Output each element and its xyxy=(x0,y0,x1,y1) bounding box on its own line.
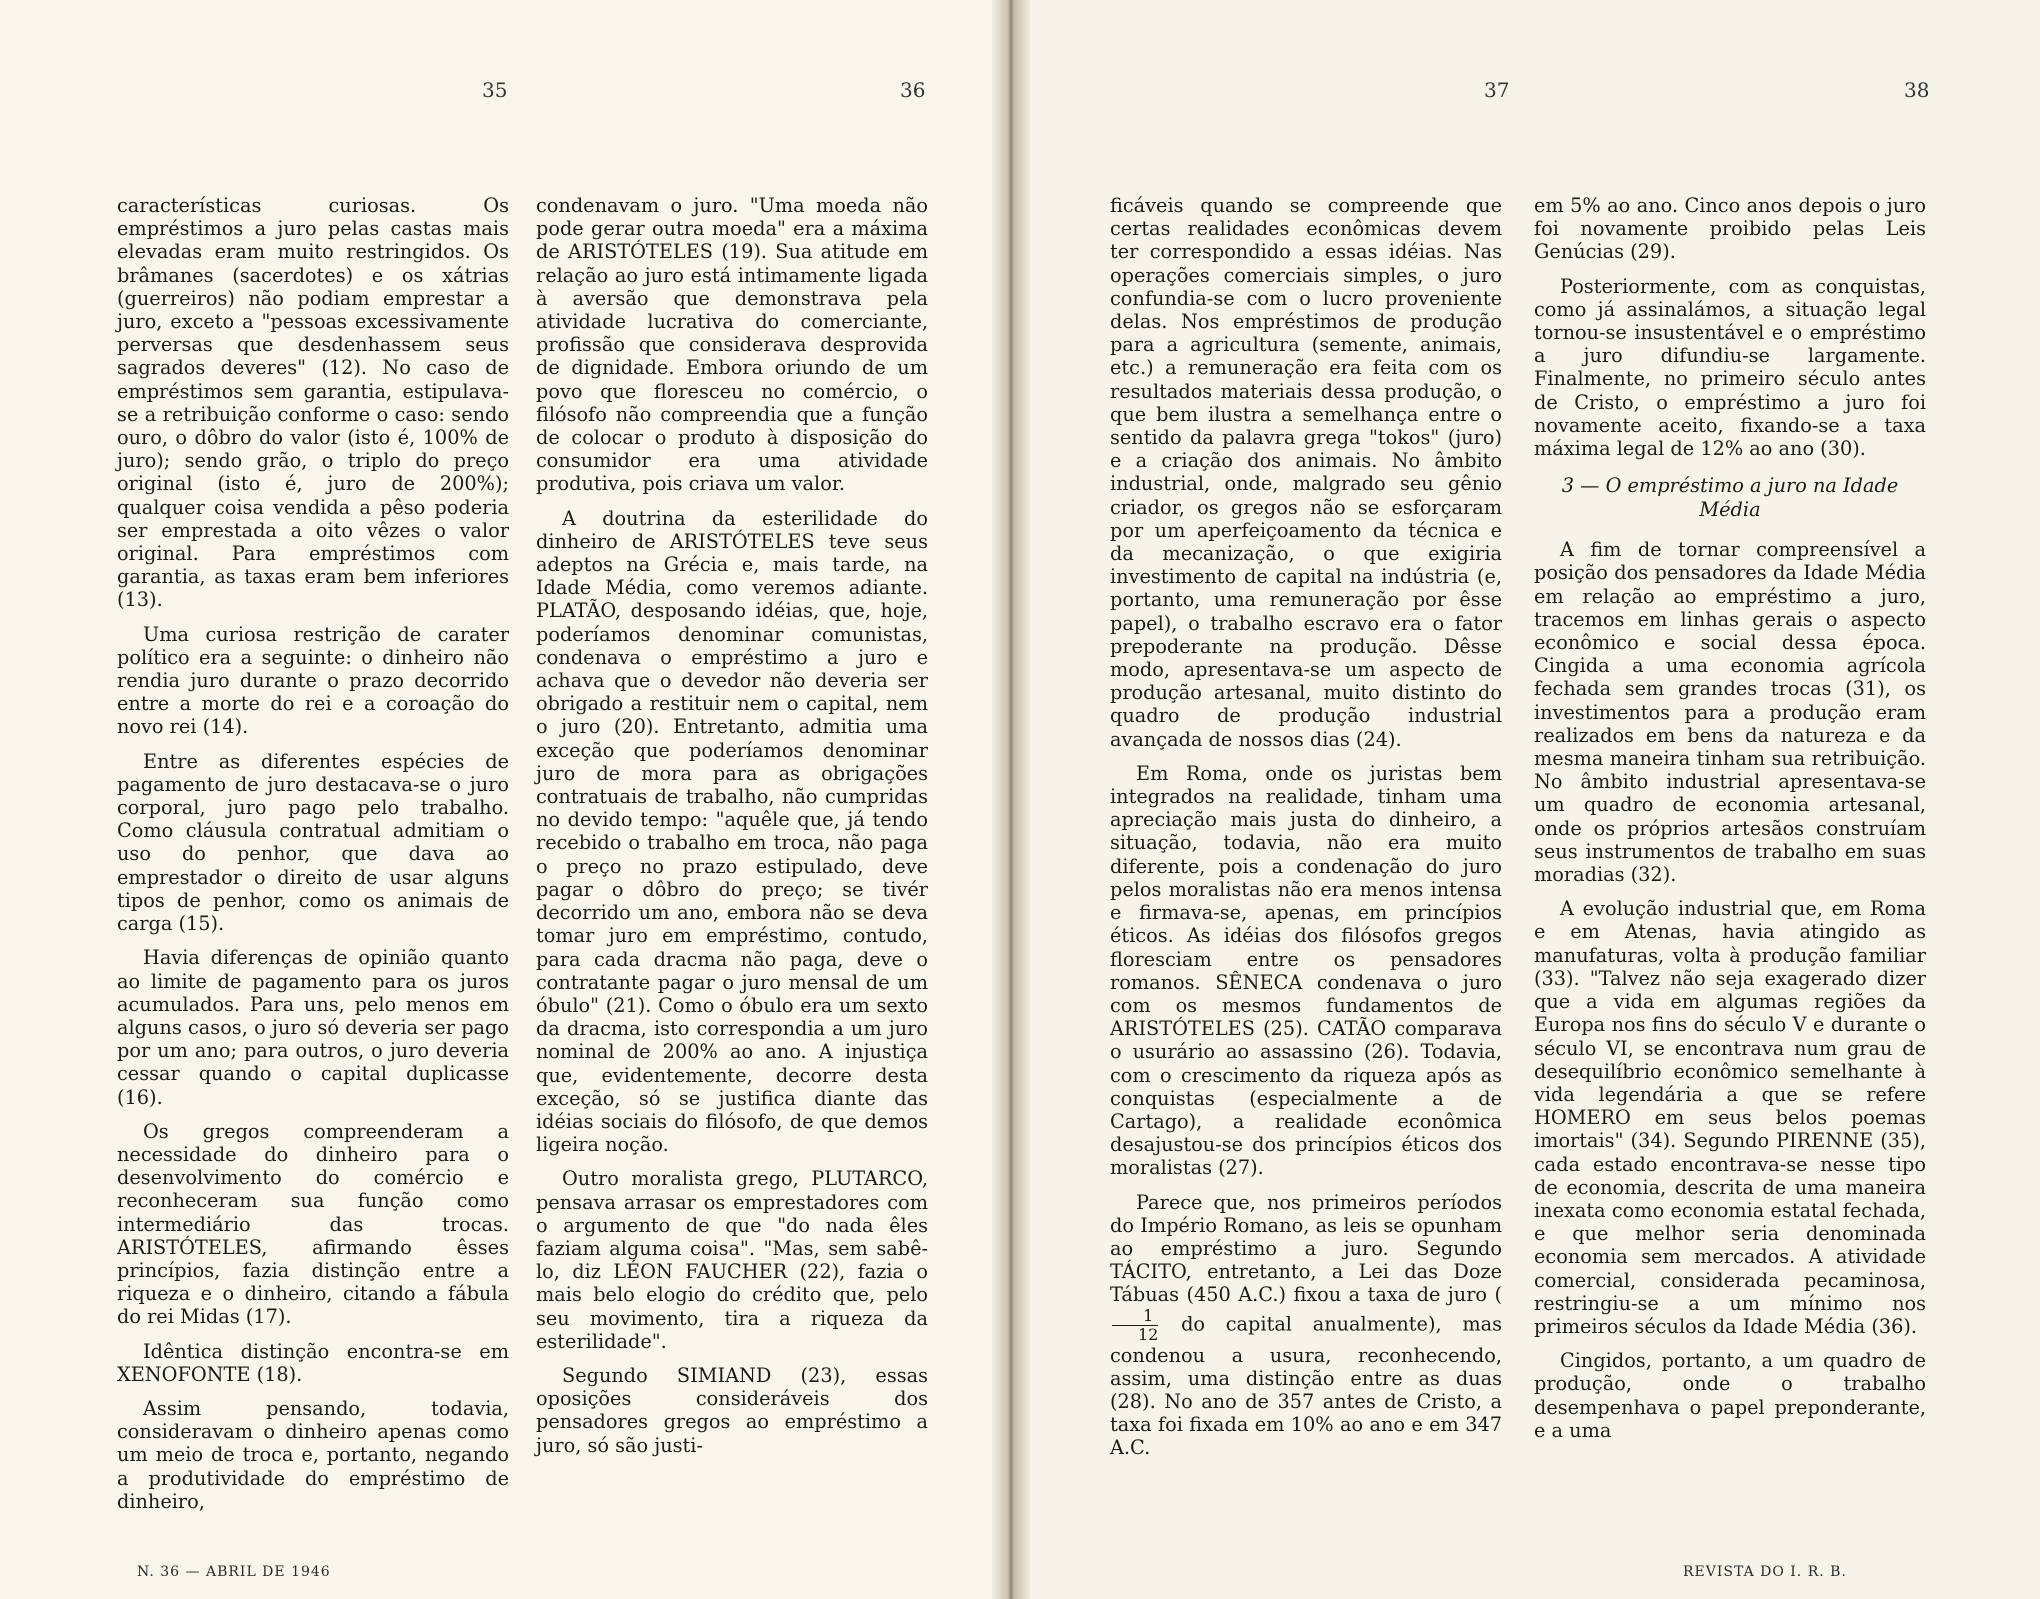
paragraph: Assim pensando, todavia, consideravam o dinheiro apenas como um meio de troca e, portanto, negando a produtividade do empréstimo de dinheiro, xyxy=(117,1396,509,1513)
paragraph: em 5% ao ano. Cinco anos depois o juro foi novamente proibido pelas Leis Genúcias (29). xyxy=(1534,194,1926,264)
paragraph: características curiosas. Os empréstimos a juro pelas castas mais elevadas eram muito restringidos. Os brâmanes (sacerdotes) e os xátrias (guerreiros) não podiam emprestar a juro, exceto a "pessoas excessivamente perversas que desdenhassem seus sagrados deveres" (12). No caso de empréstimos sem garantia, estipulava-se a retribuição conforme o caso: sendo ouro, o dôbro do valor (isto é, 100% de juro); sendo grão, o triplo do preço original (isto é, juro de 200%); qualquer coisa vendida a pêso poderia ser emprestada a oito vêzes o valor original. Para empréstimos com garantia, as taxas eram bem inferiores (13). xyxy=(117,194,509,612)
column-page-35 xyxy=(117,194,509,1524)
text-run: (450 A.C.) fixou a taxa de juro ( xyxy=(1186,1283,1502,1307)
book-gutter xyxy=(992,0,1030,1599)
paragraph: ficáveis quando se compreende que certas realidades econômicas devem ter correspondido a essas idéias. Nas operações comerciais simples, o juro confundia-se com o lucro proveniente delas. Nos empréstimos de produção para a agricultura (semente, animais, etc.) a remuneração era feita com os resultados materiais dessa produção, o que bem ilustra a semelhança entre o sentido da palavra grega "tokos" (juro) e a criação dos animais. No âmbito industrial, onde, malgrado seu gênio criador, os gregos não se esforçaram por um aperfeiçoamento da técnica e da mecanização, o que exigiria investimento de capital na indústria (e, portanto, uma remuneração por êsse papel), o trabalho escravo era o fator prepoderante na produção. Dêsse modo, apresentava-se um aspecto de produção artesanal, muito distinto do quadro de produção industrial avançada de nossos dias (24). xyxy=(1110,194,1502,751)
text-run: do capital anualmente), mas condenou a usura, reconhecendo, assim, uma distinção entre as duas (28). No ano de 357 antes de Cristo, a taxa foi fixada em 10% ao ano e em 347 A.C. xyxy=(1110,1312,1503,1460)
paragraph: A doutrina da esterilidade do dinheiro de ARISTÓTELES teve seus adeptos na Grécia e, mais tarde, na Idade Média, como veremos adiante. PLATÃO, desposando idéias, que, hoje, poderíamos denominar comunistas, condenava o empréstimo a juro e achava que o devedor não deveria ser obrigado a restituir nem o capital, nem o juro (20). Entretanto, admitia uma exceção que poderíamos denominar juro de mora para as obrigações contratuais de trabalho, não cumpridas no devido tempo: "aquêle que, já tendo recebido o trabalho em troca, não paga o preço no prazo estipulado, deve pagar o dôbro do preço; se tivér decorrido um ano, embora não se deva tomar juro em empréstimo, contudo, para cada dracma não paga, deve o contratante pagar o juro mensal de um óbulo" (21). Como o óbulo era um sexto da dracma, isto correspondia a um juro nominal de 200% ao ano. A injustiça que, evidentemente, decorre desta exceção, só se justifica diante das idéias sociais do filósofo, de que demos ligeira noção. xyxy=(536,506,928,1157)
section-heading: 3 — O empréstimo a juro na Idade Média xyxy=(1561,474,1899,522)
fraction xyxy=(1112,1307,1158,1344)
column-page-38 xyxy=(1534,194,1926,1453)
paragraph: Cingidos, portanto, a um quadro de produção, onde o trabalho desempenhava o papel preponderante, e a uma xyxy=(1534,1349,1926,1442)
paragraph: Entre as diferentes espécies de pagamento de juro destacava-se o juro corporal, juro pago pelo trabalho. Como cláusula contratual admitiam o uso do penhor, que dava ao emprestador o direito de usar alguns tipos de penhor, como os animais de carga (15). xyxy=(117,749,509,936)
paragraph xyxy=(1110,1191,1502,1460)
page-number-38: 38 xyxy=(1904,78,1930,102)
page-number-35: 35 xyxy=(482,78,508,102)
paragraph: condenavam o juro. "Uma moeda não pode gerar outra moeda" era a máxima de ARISTÓTELES (19). Sua atitude em relação ao juro está intimamente ligada à aversão que demonstrava pela atividade lucrativa do comerciante, profissão que considerava desprovida de dignidade. Embora oriundo de um povo que floresceu no comércio, o filósofo não compreendia que a função de colocar o produto à disposição do consumidor era uma atividade produtiva, pois criava um valor. xyxy=(536,194,928,496)
paragraph: Havia diferenças de opinião quanto ao limite de pagamento para os juros acumulados. Para uns, pelo menos em alguns casos, o juro só deveria ser pago por um ano; para outros, o juro deveria cessar quando o capital duplicasse (16). xyxy=(117,946,509,1109)
fraction-denominator: 12 xyxy=(1138,1324,1159,1344)
footer-issue: N. 36 — ABRIL DE 1946 xyxy=(137,1564,331,1580)
paragraph: Idêntica distinção encontra-se em XENOFONTE (18). xyxy=(117,1339,509,1386)
column-page-36 xyxy=(536,194,928,1468)
footer-journal: REVISTA DO I. R. B. xyxy=(1683,1564,1847,1580)
text-run: Parece que, nos primeiros períodos do Império Romano, as leis se opunham ao empréstimo a juro. Segundo TÁCITO, entretanto, a Lei das Doze Tábuas xyxy=(1110,1190,1502,1307)
paragraph: A fim de tornar compreensível a posição dos pensadores da Idade Média em relação ao empréstimo a juro, tracemos em linhas gerais o aspecto econômico e social dessa época. Cingida a uma economia agrícola fechada sem grandes trocas (31), os investimentos para a produção eram realizados em bens da natureza e da mesma maneira tinham sua retribuição. No âmbito industrial apresentava-se um quadro de economia artesanal, onde os próprios artesãos construíam seus instrumentos de trabalho em suas moradias (32). xyxy=(1534,538,1926,887)
fraction-numerator: 1 xyxy=(1112,1307,1158,1326)
page-number-36: 36 xyxy=(900,78,926,102)
paragraph: Outro moralista grego, PLUTARCO, pensava arrasar os emprestadores com o argumento de que "do nada êles faziam alguma coisa". "Mas, sem sabê-lo, diz LÉON FAUCHER (22), fazia o mais belo elogio do crédito que, pelo seu movimento, tira a riqueza da esterilidade". xyxy=(536,1167,928,1353)
paragraph: Segundo SIMIAND (23), essas oposições consideráveis dos pensadores gregos ao empréstimo a juro, só são justi- xyxy=(536,1363,928,1457)
paragraph: Posteriormente, com as conquistas, como já assinalámos, a situação legal tornou-se insustentável e o empréstimo a juro difundiu-se largamente. Finalmente, no primeiro século antes de Cristo, o empréstimo a juro foi novamente aceito, fixando-se a taxa máxima legal de 12% ao ano (30). xyxy=(1534,274,1926,461)
paragraph: Os gregos compreenderam a necessidade do dinheiro para o desenvolvimento do comércio e reconheceram sua função como intermediário das trocas. ARISTÓTELES, afirmando êsses princípios, fazia distinção entre a riqueza e o dinheiro, citando a fábula do rei Midas (17). xyxy=(117,1119,509,1329)
paragraph: A evolução industrial que, em Roma e em Atenas, havia atingido as manufaturas, volta à produção familiar (33). "Talvez não seja exagerado dizer que a vida em algumas regiões da Europa nos fins do século V e durante o século VI, se encontrava num grau de desequilíbrio econômico semelhante à vida legendária a que se refere HOMERO em seus belos poemas imortais" (34). Segundo PIRENNE (35), cada estado encontrava-se nesse tipo de economia, descrita de uma maneira inexata como economia estatal fechada, e que melhor seria denominada economia sem mercados. A atividade comercial, considerada pecaminosa, restringiu-se a um mínimo nos primeiros séculos da Idade Média (36). xyxy=(1534,897,1926,1338)
column-page-37 xyxy=(1110,194,1502,1471)
page-number-37: 37 xyxy=(1484,78,1510,102)
paragraph: Uma curiosa restrição de carater político era a seguinte: o dinheiro não rendia juro durante o prazo decorrido entre a morte do rei e a coroação do novo rei (14). xyxy=(117,622,509,739)
paragraph: Em Roma, onde os juristas bem integrados na realidade, tinham uma apreciação mais justa do dinheiro, a situação, todavia, não era muito diferente, pois a condenação do juro pelos moralistas não era menos intensa e firmava-se, apenas, em princípios éticos. As idéias dos filósofos gregos floresciam entre os pensadores romanos. SÊNECA condenava o juro com os mesmos fundamentos de ARISTÓTELES (25). CATÃO comparava o usurário ao assassino (26). Todavia, com o crescimento da riqueza após as conquistas (especialmente a de Cartago), a realidade econômica desajustou-se dos princípios éticos dos moralistas (27). xyxy=(1110,761,1502,1180)
